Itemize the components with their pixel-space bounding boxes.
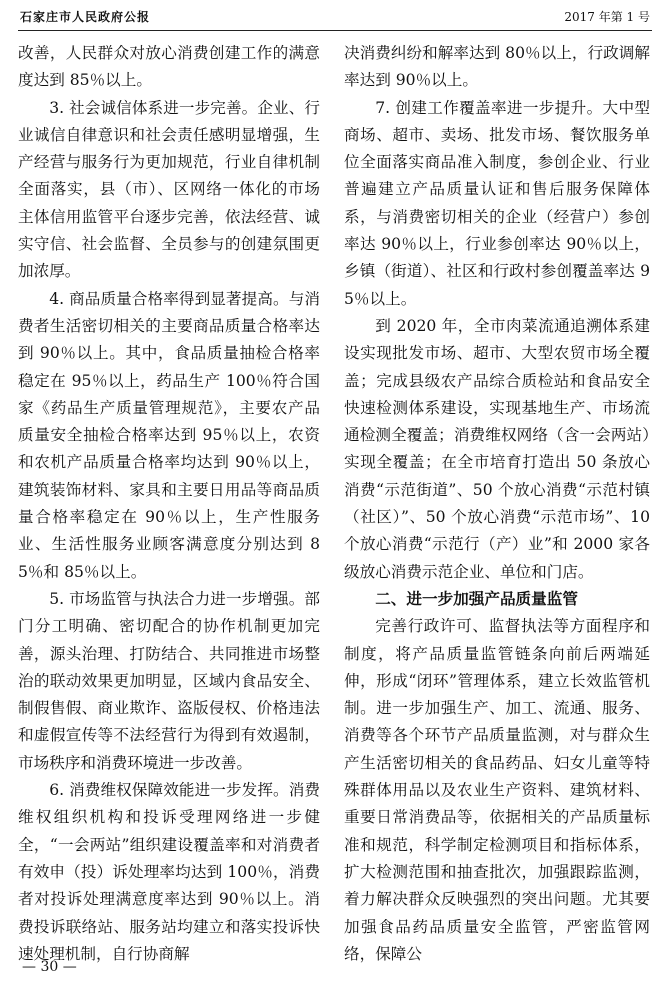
paragraph: 7. 创建工作覆盖率进一步提升。大中型商场、超市、卖场、批发市场、餐饮服务单位全面落实商品准入制度，参创企业、行业普遍建立产品质量认证和售后服务保障体系，与消费密切相关的企业（经营户）参创率达 90％以上，行业参创率达 90％以上，乡镇（街道）、社区和行政村参创覆盖率达 95％以上。 — [344, 98, 650, 308]
publication-title: 石家庄市人民政府公报 — [20, 10, 151, 24]
paragraph: 到 2020 年，全市肉菜流通追溯体系建设实现批发市场、超市、大型农贸市场全覆盖；完成县级农产品综合质检站和食品安全快速检测体系建设，实现基地生产、市场流通检测全覆盖；消费维权网络（含一会两站）实现全覆盖；在全市培育打造出 50 条放心消费“示范街道”、50 个放心消费“示范村镇（社区）”、50 个放心消费“示范市场”、10 个放心消费“示范行（产）业”和 2000 家各级放心消费示范企业、单位和门店。 — [344, 316, 650, 581]
paragraph: 3. 社会诚信体系进一步完善。企业、行业诚信自律意识和社会责任感明显增强，生产经营与服务行为更加规范，行业自律机制全面落实，县（市）、区网络一体化的市场主体信用监管平台逐步完善，依法经营、诚实守信、社会监督、全员参与的创建氛围更加浓厚。 — [18, 98, 320, 281]
page-header — [18, 6, 652, 31]
paragraph: 6. 消费维权保障效能进一步发挥。消费维权组织机构和投诉受理网络进一步健全，“一会两站”组织建设覆盖率和对消费者有效申（投）诉处理率均达到 100％，消费者对投诉处理满意度率达到 90％以上。消费投诉联络站、服务站均建立和落实投诉快速处理机制，自行协商解 — [18, 781, 320, 963]
paragraph: 决消费纠纷和解率达到 80％以上，行政调解率达到 90％以上。 — [344, 44, 650, 90]
paragraph: 4. 商品质量合格率得到显著提高。与消费者生活密切相关的主要商品质量合格率达到 90％以上。其中，食品质量抽检合格率稳定在 95％以上，药品生产 100％符合国家《药品生产质量管理规范》，主要农产品质量安全抽检合格率达到 95％以上，农资和农机产品质量合格率均达到 90％以上，建筑装饰材料、家具和主要日用品等商品质量合格率稳定在 90％以上，生产性服务业、生活性服务业顾客满意度分别达到 85％和 85％以上。 — [18, 289, 320, 581]
paragraph: 完善行政许可、监督执法等方面程序和制度，将产品质量监管链条向前后两端延伸，形成“闭环”管理体系，建立长效监管机制。进一步加强生产、加工、流通、服务、消费等各个环节产品质量监测，对与群众生产生活密切相关的食品药品、妇女儿童等特殊群体用品以及农业生产资料、建筑材料、重要日常消费品等，依据相关的产品质量标准和规范，科学制定检测项目和指标体系，扩大检测范围和抽查批次，加强跟踪监测，着力解决群众反映强烈的突出问题。尤其要加强食品药品质量安全监管，严密监管网络，保障公 — [344, 617, 650, 963]
left-column — [18, 40, 320, 968]
right-column — [344, 40, 650, 968]
paragraph: 5. 市场监管与执法合力进一步增强。部门分工明确、密切配合的协作机制更加完善，源头治理、打防结合、共同推进市场整治的联动效果更加明显，区域内食品安全、制假售假、商业欺诈、盗版侵权、价格违法和虚假宣传等不法经营行为得到有效遏制，市场秩序和消费环境进一步改善。 — [18, 589, 320, 772]
section-heading: 二、进一步加强产品质量监管 — [375, 589, 578, 608]
paragraph: 改善，人民群众对放心消费创建工作的满意度达到 85％以上。 — [18, 44, 320, 90]
page-number: — 30 — — [22, 959, 77, 975]
issue-number: 2017 年第 1 号 — [564, 10, 650, 24]
